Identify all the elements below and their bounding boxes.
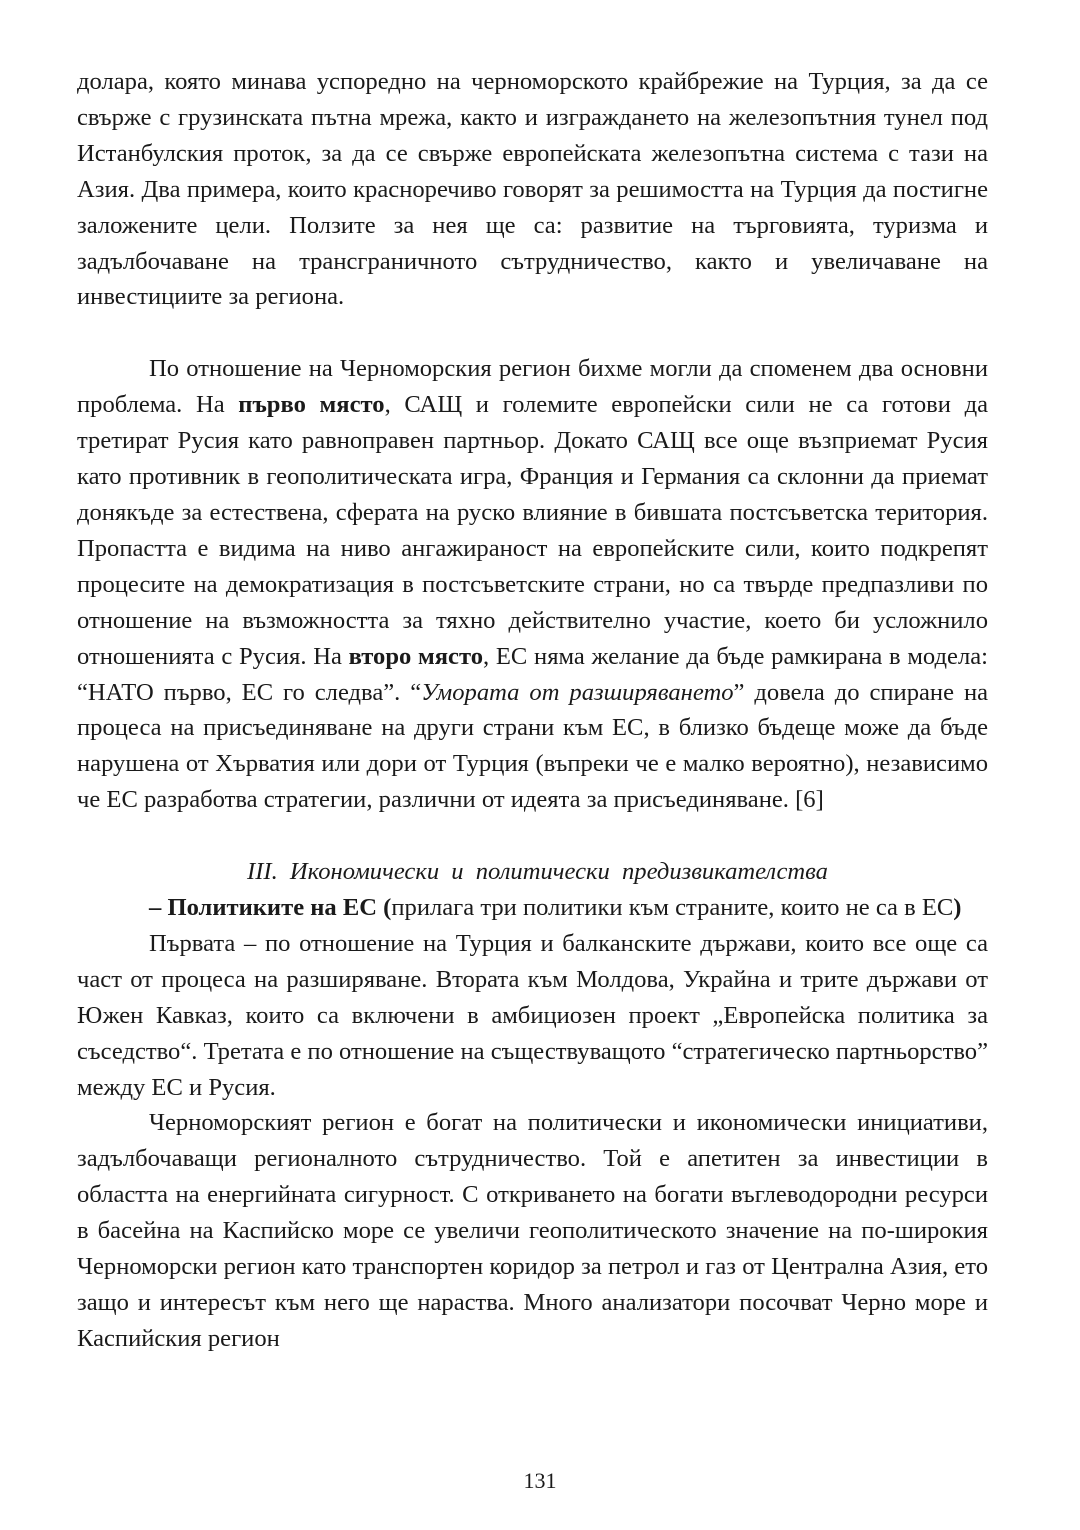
bold-second-place: второ място — [348, 642, 484, 670]
bold-first-place: първо място — [238, 391, 385, 419]
text-run: , САЩ и големите европейски сили не са готови да третират Русия като равноправен партньор. Докато САЩ все още възприемат Русия като противник в геополитическата игра, Франция и Германия са склонни да приемат донякъде за естествена, сферата на руско влияние в бившата постсъветска територия. Пропастта е видима на ниво ангажираност на европейските сили, които подкрепят процесите на демократизация в постсъветските страни, но са твърде предпазливи по отношение на възможността за тяхно действително участие, което би усложнило отношенията с Русия. На — [77, 391, 988, 670]
paragraph-eu-policies — [77, 890, 988, 926]
paragraph-black-sea-region: Черноморският регион е богат на политически и икономически инициативи, задълбочаващи регионалното сътрудничество. Той е апетитен за инвестиции в областта на енергийната сигурност. С откриването на богати въглеводородни ресурси в басейна на Каспийско море се увеличи геополитическото значение на по-широкия Черноморски регион като транспортен коридор за петрол и газ от Централна Азия, ето защо и интересът към него ще нараства. Много анализатори посочват Черно море и Каспийския регион — [77, 1109, 988, 1352]
italic-enlargement-fatigue: Умората от разширяването — [421, 678, 734, 706]
text-run: , ЕС няма желание да бъде рамкирана в модела: “НАТО първо, ЕС го следва”. “ — [77, 642, 988, 706]
page-body — [77, 64, 988, 1357]
paragraph-gap — [77, 315, 988, 351]
bold-closing-paren: ) — [953, 894, 962, 922]
paragraph-transport-projects: долара, която минава успоредно на черноморското крайбрежие на Турция, за да се свърже с грузинската пътна мрежа, както и изграждането на железопътния тунел под Истанбулския проток, за да се свърже европейската железопътна система с тази на Азия. Два примера, които красноречиво говорят за решимостта на Турция да постигне заложените цели. Ползите за нея ще са: развитие на търговията, туризма и задълбочаване на трансграничното сътрудничество, както и увеличаване на инвестициите за региона. — [77, 68, 988, 311]
text-run: По отношение на Черноморския регион бихме могли да споменем два основни проблема. На — [77, 355, 988, 419]
paragraph-gap — [77, 818, 988, 854]
page-number: 131 — [523, 1468, 557, 1493]
bold-eu-policies: – Политиките на ЕС ( — [149, 894, 392, 922]
paragraph-three-policies: Първата – по отношение на Турция и балканските държави, които все още са част от процеса на разширяване. Втората към Молдова, Украйна и трите държави от Южен Кавказ, които са включени в амбициозен проект „Европейска политика за съседство“. Третата е по отношение на съществуващото “стратегическо партньорство” между ЕС и Русия. — [77, 929, 988, 1101]
paragraph-black-sea-problems — [77, 351, 988, 818]
text-run: прилага три политики към страните, които не са в ЕС — [391, 894, 954, 922]
text-run: ” довела до спиране на процеса на присъединяване на други страни към ЕС, в близко бъдеще може да бъде нарушена от Хърватия или дори от Турция (въпреки че е малко вероятно), независимо че ЕС разработва стратегии, различни от идеята за присъединяване. [6] — [77, 678, 989, 814]
section-heading: III. Икономически и политически предизвикателства — [247, 858, 828, 886]
